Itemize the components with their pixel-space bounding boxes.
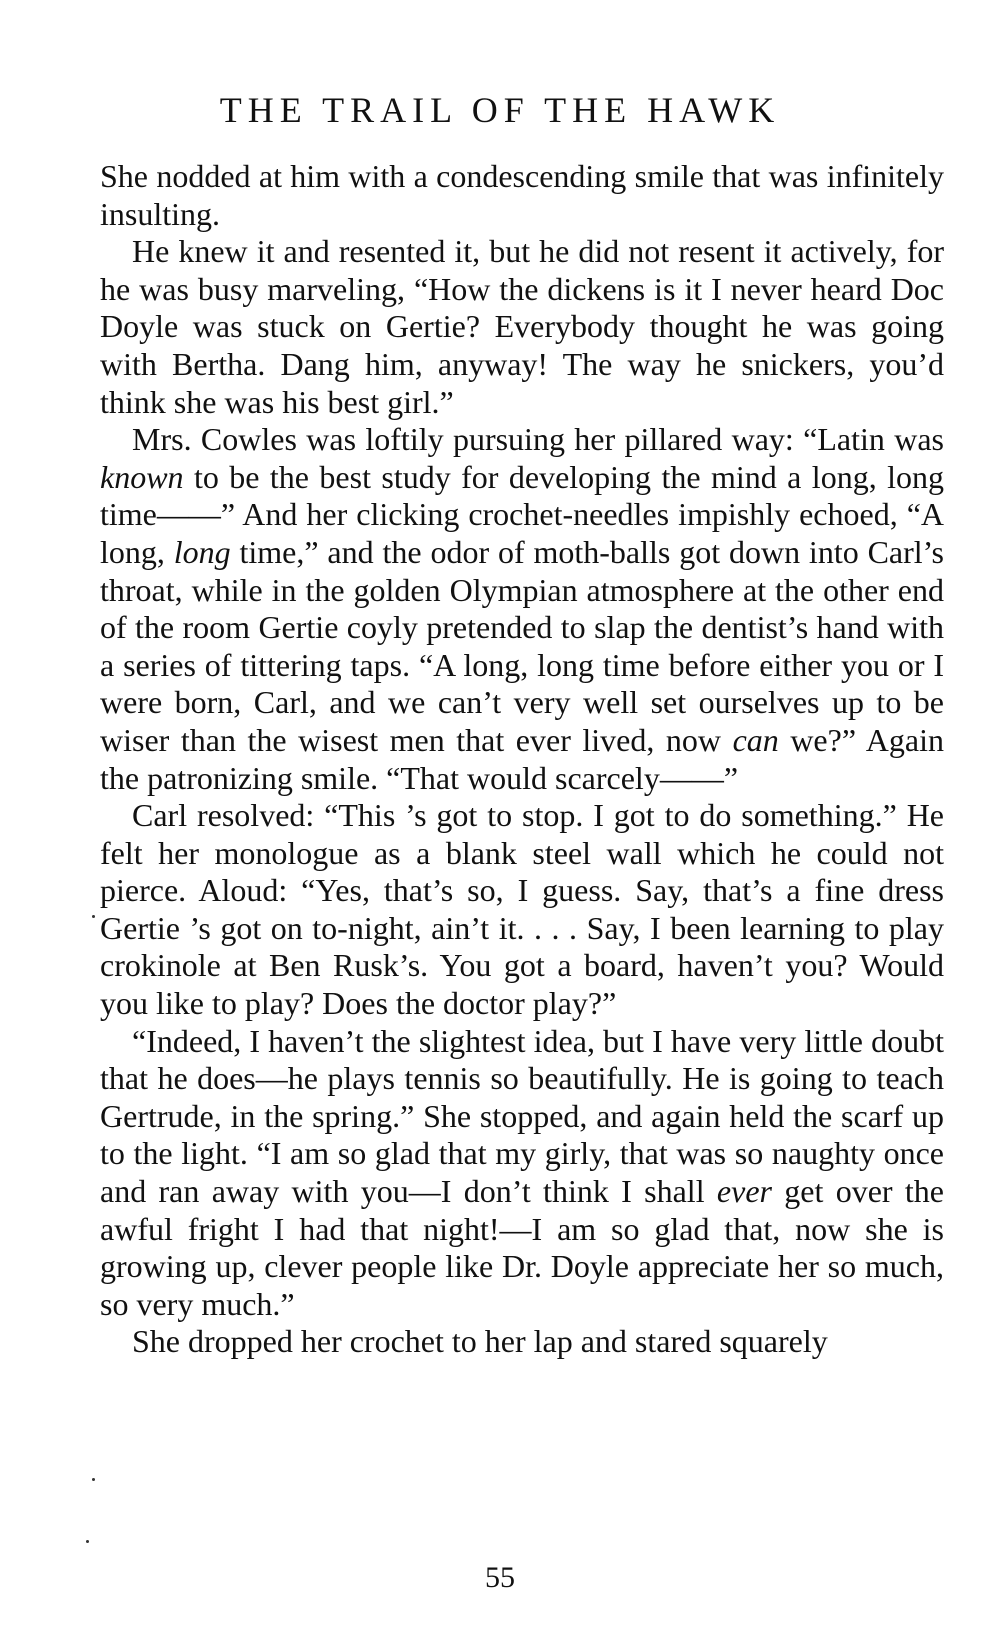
- italic-word: long: [173, 533, 231, 570]
- page-number: 55: [485, 1561, 515, 1594]
- text-run: She dropped her crochet to her lap and stared squarely: [132, 1323, 828, 1360]
- text-run: “Indeed, I haven’t the slightest idea, but I have very little doubt that he does—he plays tennis so beautifully. He is going to teach Gertrude, in the spring.” She stopped, and again held the scarf up to the light. “I am so glad that my girly, that was so naughty once and ran away with you—I don’t think I shall: [100, 1022, 944, 1210]
- print-speck: [86, 1540, 89, 1543]
- text-run: time,” and the odor of moth-balls got down into Carl’s throat, while in the golden Olympian atmosphere at the other end of the room Gertie coyly pretended to slap the dentist’s hand with a series of tittering taps. “A long, long time before either you or I were born, Carl, and we can’t very well set ourselves up to be wiser than the wisest men that ever lived, now: [100, 533, 945, 758]
- paragraph: [100, 797, 944, 1023]
- paragraph: [100, 158, 944, 233]
- paragraph: [100, 233, 944, 421]
- body-text: [100, 158, 944, 1361]
- italic-word: can: [732, 721, 779, 758]
- text-run: She nodded at him with a condescending smile that was infinitely insulting.: [100, 158, 944, 232]
- text-run: to be the best study for developing the mind a long, long time——” And her clicking crochet-needles impishly echoed, “A long,: [100, 458, 944, 570]
- print-speck: [92, 915, 95, 918]
- text-run: Carl resolved: “This ’s got to stop. I got to do something.” He felt her monologue as a blank steel wall which he could not pierce. Aloud: “Yes, that’s so, I guess. Say, that’s a fine dress Gertie ’s got on to-night, ain’t it. . . . Say, I been learning to play crokinole at Ben Rusk’s. You got a board, haven’t you? Would you like to play? Does the doctor play?”: [100, 797, 944, 1022]
- italic-word: ever: [716, 1173, 772, 1210]
- running-title: THE TRAIL OF THE HAWK: [219, 90, 781, 130]
- paragraph: [100, 421, 944, 797]
- text-run: He knew it and resented it, but he did not resent it actively, for he was busy marveling, “How the dickens is it I never heard Doc Doyle was stuck on Gertie? Everybody thought he was going with Bertha. Dang him, anyway! The way he snickers, you’d think she was his best girl.”: [100, 233, 944, 420]
- text-run: get over the awful fright I had that night!—I am so glad that, now she is growing up, clever people like Dr. Doyle appreciate her so much, so very much.”: [100, 1173, 945, 1322]
- text-run: we?” Again the patronizing smile. “That would scarcely——”: [100, 721, 945, 796]
- paragraph: [100, 1023, 944, 1324]
- print-speck: [92, 1478, 95, 1481]
- italic-word: known: [100, 458, 184, 495]
- paragraph: [100, 1323, 944, 1361]
- text-run: Mrs. Cowles was loftily pursuing her pillared way: “Latin was: [132, 421, 944, 458]
